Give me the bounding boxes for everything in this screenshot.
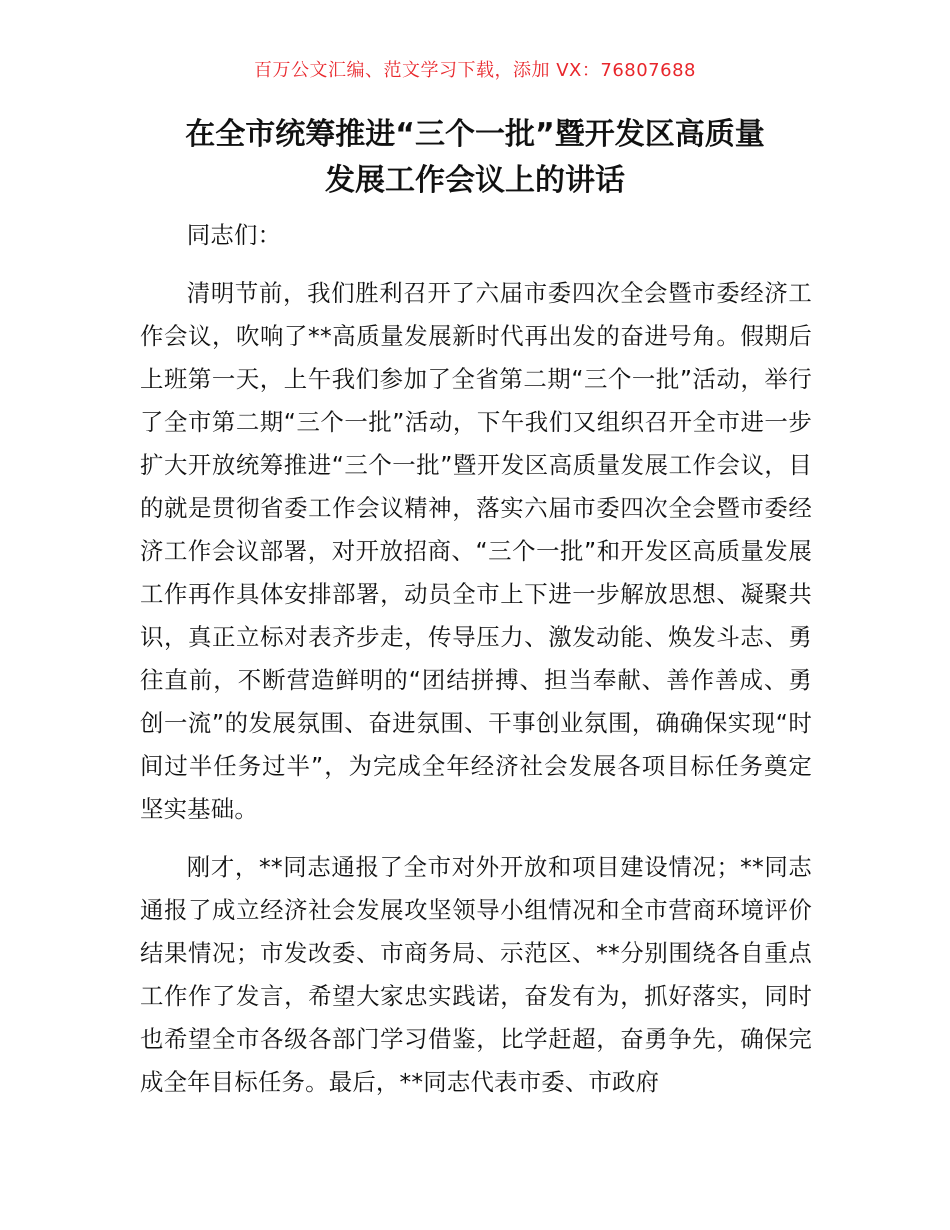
- title-line-2: 发展工作会议上的讲话: [325, 163, 625, 198]
- paragraph: 刚才，**同志通报了全市对外开放和项目建设情况；**同志通报了成立经济社会发展攻坚领导小组情况和全市营商环境评价结果情况；市发改委、市商务局、示范区、**分别围绕各自重点工作作了发言，希望大家忠实践诺，奋发有为，抓好落实，同时也希望全市各级各部门学习借鉴，比学赶超，奋勇争先，确保完成全年目标任务。最后，**同志代表市委、市政府: [140, 853, 812, 1096]
- header-banner: 百万公文汇编、范文学习下载，添加 VX：76807688: [254, 60, 696, 81]
- document-body: [140, 214, 812, 1104]
- paragraph: 清明节前，我们胜利召开了六届市委四次全会暨市委经济工作会议，吹响了**高质量发展新时代再出发的奋进号角。假期后上班第一天，上午我们参加了全省第二期“三个一批”活动，举行了全市第二期“三个一批”活动，下午我们又组织召开全市进一步扩大开放统筹推进“三个一批”暨开发区高质量发展工作会议，目的就是贯彻省委工作会议精神，落实六届市委四次全会暨市委经济工作会议部署，对开放招商、“三个一批”和开发区高质量发展工作再作具体安排部署，动员全市上下进一步解放思想、凝聚共识，真正立标对表齐步走，传导压力、激发动能、焕发斗志、勇往直前，不断营造鲜明的“团结拼搏、担当奉献、善作善成、勇创一流”的发展氛围、奋进氛围、干事创业氛围，确确保实现“时间过半任务过半”，为完成全年经济社会发展各项目标任务奠定坚实基础。: [140, 279, 812, 823]
- document-title: [140, 112, 810, 204]
- title-line-1: 在全市统筹推进“三个一批”暨开发区高质量: [185, 117, 765, 152]
- salutation: 同志们：: [186, 221, 282, 249]
